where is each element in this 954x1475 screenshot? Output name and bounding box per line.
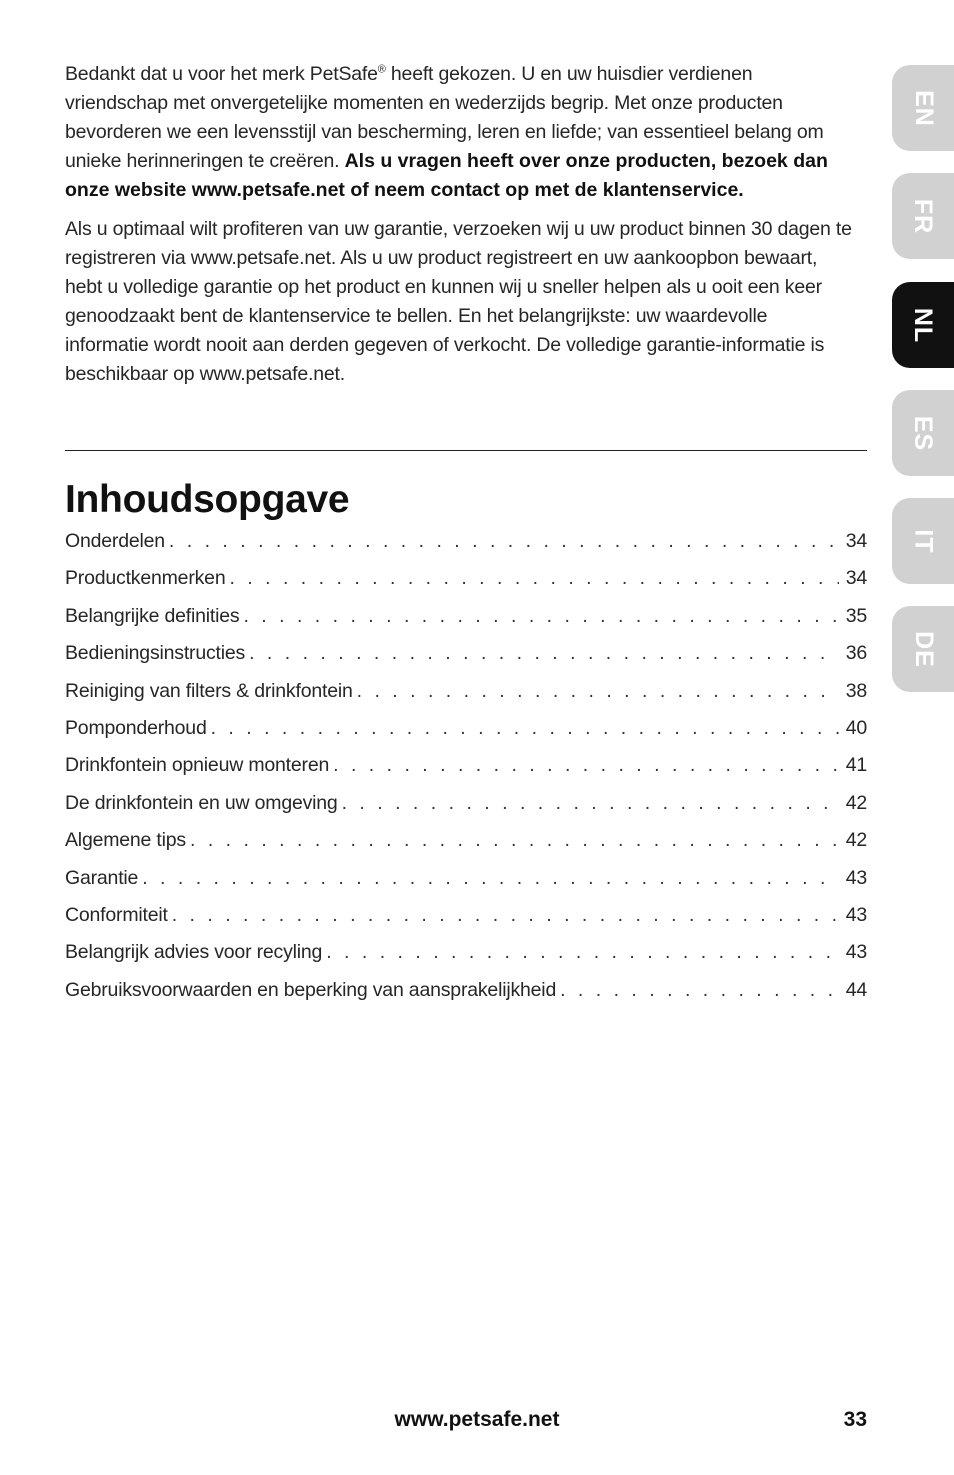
toc-entry-label: Bedieningsinstructies: [65, 642, 246, 665]
toc-entry-productkenmerken[interactable]: [65, 567, 867, 604]
toc-entry-page: 36: [845, 642, 867, 665]
toc-entry-label: Drinkfontein opnieuw monteren: [65, 754, 330, 777]
toc-entry-recyling[interactable]: [65, 941, 867, 978]
toc-entry-label: Productkenmerken: [65, 567, 226, 590]
toc-entry-page: 34: [845, 530, 867, 552]
toc-entry-page: 43: [845, 866, 867, 889]
language-tab-label: ES: [909, 415, 938, 451]
toc-entry-label: Onderdelen: [65, 530, 165, 552]
toc-entry-page: 43: [845, 941, 867, 964]
toc-entry-page: 42: [845, 791, 867, 814]
toc-leader-dots: [243, 605, 839, 628]
toc-leader-dots: [249, 642, 839, 665]
toc-entry-label: Reiniging van filters & drinkfontein: [65, 679, 353, 702]
toc-entry-gebruiksvoorwaarden[interactable]: [65, 979, 867, 1016]
toc-entry-page: 42: [845, 829, 867, 852]
section-divider: [65, 450, 867, 451]
toc-entry-opnieuw-monteren[interactable]: [65, 754, 867, 791]
toc-entry-label: De drinkfontein en uw omgeving: [65, 791, 338, 814]
intro-paragraph-2: Als u optimaal wilt profiteren van uw garantie, verzoeken wij u uw product binnen 30 dagen te registreren via www.petsafe.net. Als u uw product registreert en uw aankoopbon bewaart, hebt u volledige garantie op het product en kunnen wij u sneller helpen als u ooit een keer genoodzaakt bent de klantenservice te bellen. En het belangrijkste: uw waardevolle informatie wordt nooit aan derden gegeven of verkocht. De volledige garantie-informatie is beschikbaar op www.petsafe.net.: [65, 218, 852, 385]
language-tab-en[interactable]: [892, 65, 954, 151]
language-tab-de[interactable]: [892, 606, 954, 692]
toc-entry-belangrijke-definities[interactable]: [65, 605, 867, 642]
language-tab-label: NL: [909, 307, 938, 343]
toc-entry-label: Gebruiksvoorwaarden en beperking van aansprakelijkheid: [65, 978, 557, 1001]
language-tab-it[interactable]: [892, 498, 954, 584]
registered-mark: ®: [377, 63, 386, 76]
language-tab-label: DE: [909, 630, 938, 668]
toc-leader-dots: [142, 867, 839, 890]
toc-leader-dots: [172, 904, 839, 927]
intro-text-continued: heeft gekozen. U en uw huisdier verdienen vriendschap met onvergetelijke momenten en wederzijds begrip. Met onze producten bevorderen we een levensstijl van bescherming, leren en liefde; van essentieel belang om unieke herinneringen te creëren.: [65, 63, 824, 172]
language-tab-nl[interactable]: [892, 282, 954, 368]
toc-entry-page: 38: [845, 679, 867, 702]
toc-entry-onderdelen[interactable]: [65, 530, 867, 567]
intro-text: Bedankt dat u voor het merk PetSafe: [65, 63, 378, 85]
language-tab-label: FR: [909, 198, 938, 234]
intro-paragraph-1: [65, 60, 855, 205]
toc-entry-garantie[interactable]: [65, 867, 867, 904]
toc-leader-dots: [211, 717, 839, 740]
toc-entry-page: 35: [845, 604, 867, 627]
toc-entry-omgeving[interactable]: [65, 792, 867, 829]
toc-entry-conformiteit[interactable]: [65, 904, 867, 941]
toc-leader-dots: [357, 680, 839, 703]
toc-entry-bedieningsinstructies[interactable]: [65, 642, 867, 679]
toc-leader-dots: [326, 941, 839, 964]
language-tab-label: EN: [909, 89, 938, 127]
toc-entry-label: Garantie: [65, 866, 139, 889]
footer-website: www.petsafe.net: [394, 1408, 560, 1431]
language-tab-es[interactable]: [892, 390, 954, 476]
toc-entry-page: 40: [845, 716, 867, 739]
toc-entry-label: Pomponderhoud: [65, 716, 207, 739]
toc-entry-page: 44: [845, 978, 867, 1001]
toc-entry-page: 34: [845, 567, 867, 590]
toc-entry-page: 43: [845, 903, 867, 926]
toc-entry-pomponderhoud[interactable]: [65, 717, 867, 754]
toc-entry-label: Conformiteit: [65, 903, 168, 926]
toc-entry-page: 41: [845, 754, 867, 777]
toc-leader-dots: [190, 829, 839, 852]
toc-leader-dots: [169, 530, 839, 553]
language-tab-fr[interactable]: [892, 173, 954, 259]
intro-bold-contact: Als u vragen heeft over onze producten, bezoek dan onze website www.petsafe.net of neem contact op met de klantenservice.: [65, 150, 828, 201]
toc-entry-reiniging[interactable]: [65, 680, 867, 717]
toc-entry-label: Belangrijk advies voor recyling: [65, 941, 323, 964]
language-tab-label: IT: [909, 528, 938, 554]
toc-entry-label: Algemene tips: [65, 829, 186, 852]
toc-leader-dots: [560, 979, 839, 1002]
toc-title: Inhoudsopgave: [65, 478, 350, 521]
toc-leader-dots: [342, 792, 839, 815]
toc-leader-dots: [333, 754, 839, 777]
toc-entry-algemene-tips[interactable]: [65, 829, 867, 866]
toc-entry-label: Belangrijke definities: [65, 604, 240, 627]
toc-leader-dots: [229, 567, 839, 590]
page-number: 33: [843, 1408, 867, 1431]
intro-section: [65, 60, 855, 399]
table-of-contents: [65, 530, 867, 1016]
